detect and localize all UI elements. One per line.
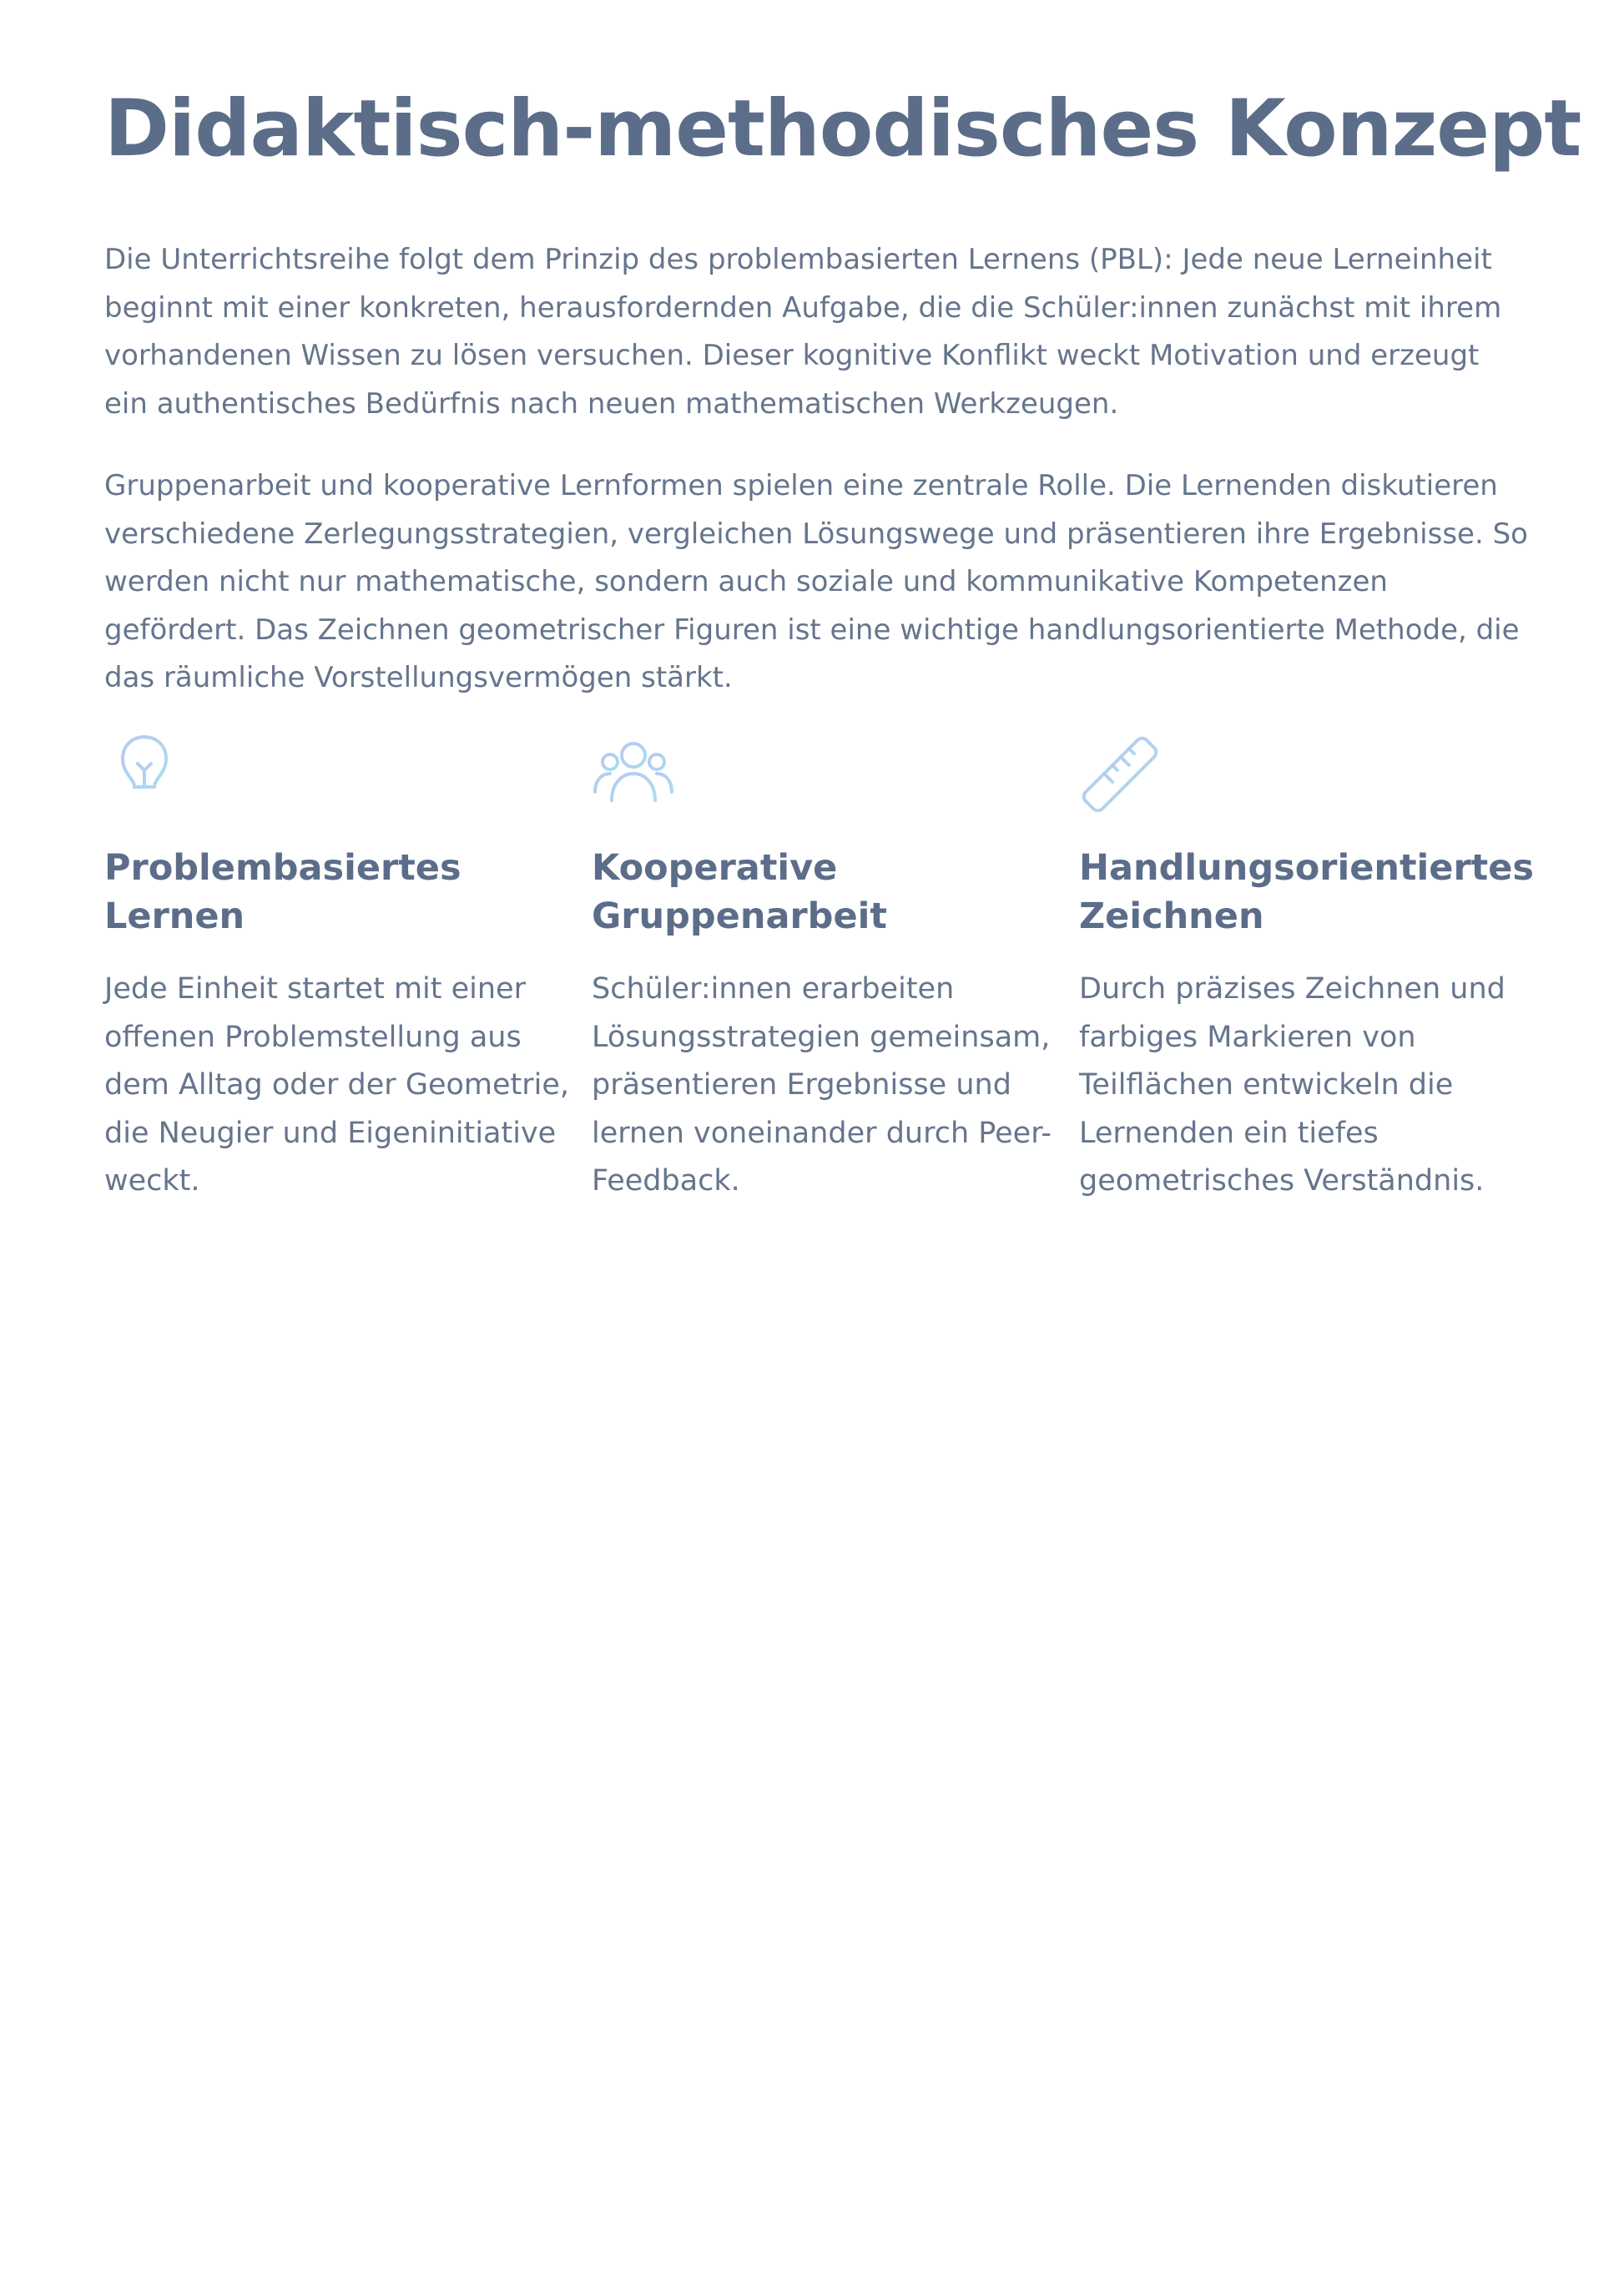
intro-paragraph-1: Die Unterrichtsreihe folgt dem Prinzip des problembasierten Lernens (PBL): Jede neue Lerneinheit beginnt mit einer konkreten, herausfordernden Aufgabe, die die Schüler:innen zunächst mit ihrem vorhandenen Wissen zu lösen versuchen. Dieser kognitive Konflikt weckt Motivation und erzeugt ein authentisches Bedürfnis nach neuen mathematischen Werkzeugen. bbox=[104, 243, 1502, 421]
feature-body bbox=[104, 844, 592, 1206]
feature-body bbox=[1079, 844, 1534, 1206]
ruler-icon bbox=[1079, 729, 1163, 812]
feature-title: Kooperative Gruppenarbeit bbox=[592, 847, 887, 937]
intro-paragraph-2: Gruppenarbeit und kooperative Lernformen spielen eine zentrale Rolle. Die Lernenden diskutieren verschiedene Zerlegungsstrategien, vergleichen Lösungswege und präsentieren ihre Ergebnisse. So werden nicht nur mathematische, sondern auch soziale und kommunikative Kompetenzen gefördert. Das Zeichnen geometrischer Figuren ist eine wichtige handlungsorientierte Methode, die das räumliche Vorstellungsvermögen stärkt. bbox=[104, 469, 1528, 694]
lightbulb-icon bbox=[104, 729, 188, 812]
feature-title: Problembasiertes Lernen bbox=[104, 847, 461, 937]
feature-body bbox=[592, 844, 1079, 1206]
page-title: Didaktisch-methodisches Konzept bbox=[104, 83, 1581, 174]
feature-description: Durch präzises Zeichnen und farbiges Markieren von Teilflächen entwickeln die Lernenden ein tiefes geometrisches Verständnis. bbox=[1079, 972, 1505, 1198]
feature-title: Handlungsorientiertes Zeichnen bbox=[1079, 847, 1534, 937]
users-icon bbox=[592, 729, 675, 812]
feature-description: Schüler:innen erarbeiten Lösungsstrategien gemeinsam, präsentieren Ergebnisse und lernen voneinander durch Peer-Feedback. bbox=[592, 972, 1052, 1198]
feature-description: Jede Einheit startet mit einer offenen Problemstellung aus dem Alltag oder der Geometrie, die Neugier und Eigeninitiative weckt. bbox=[104, 972, 570, 1198]
